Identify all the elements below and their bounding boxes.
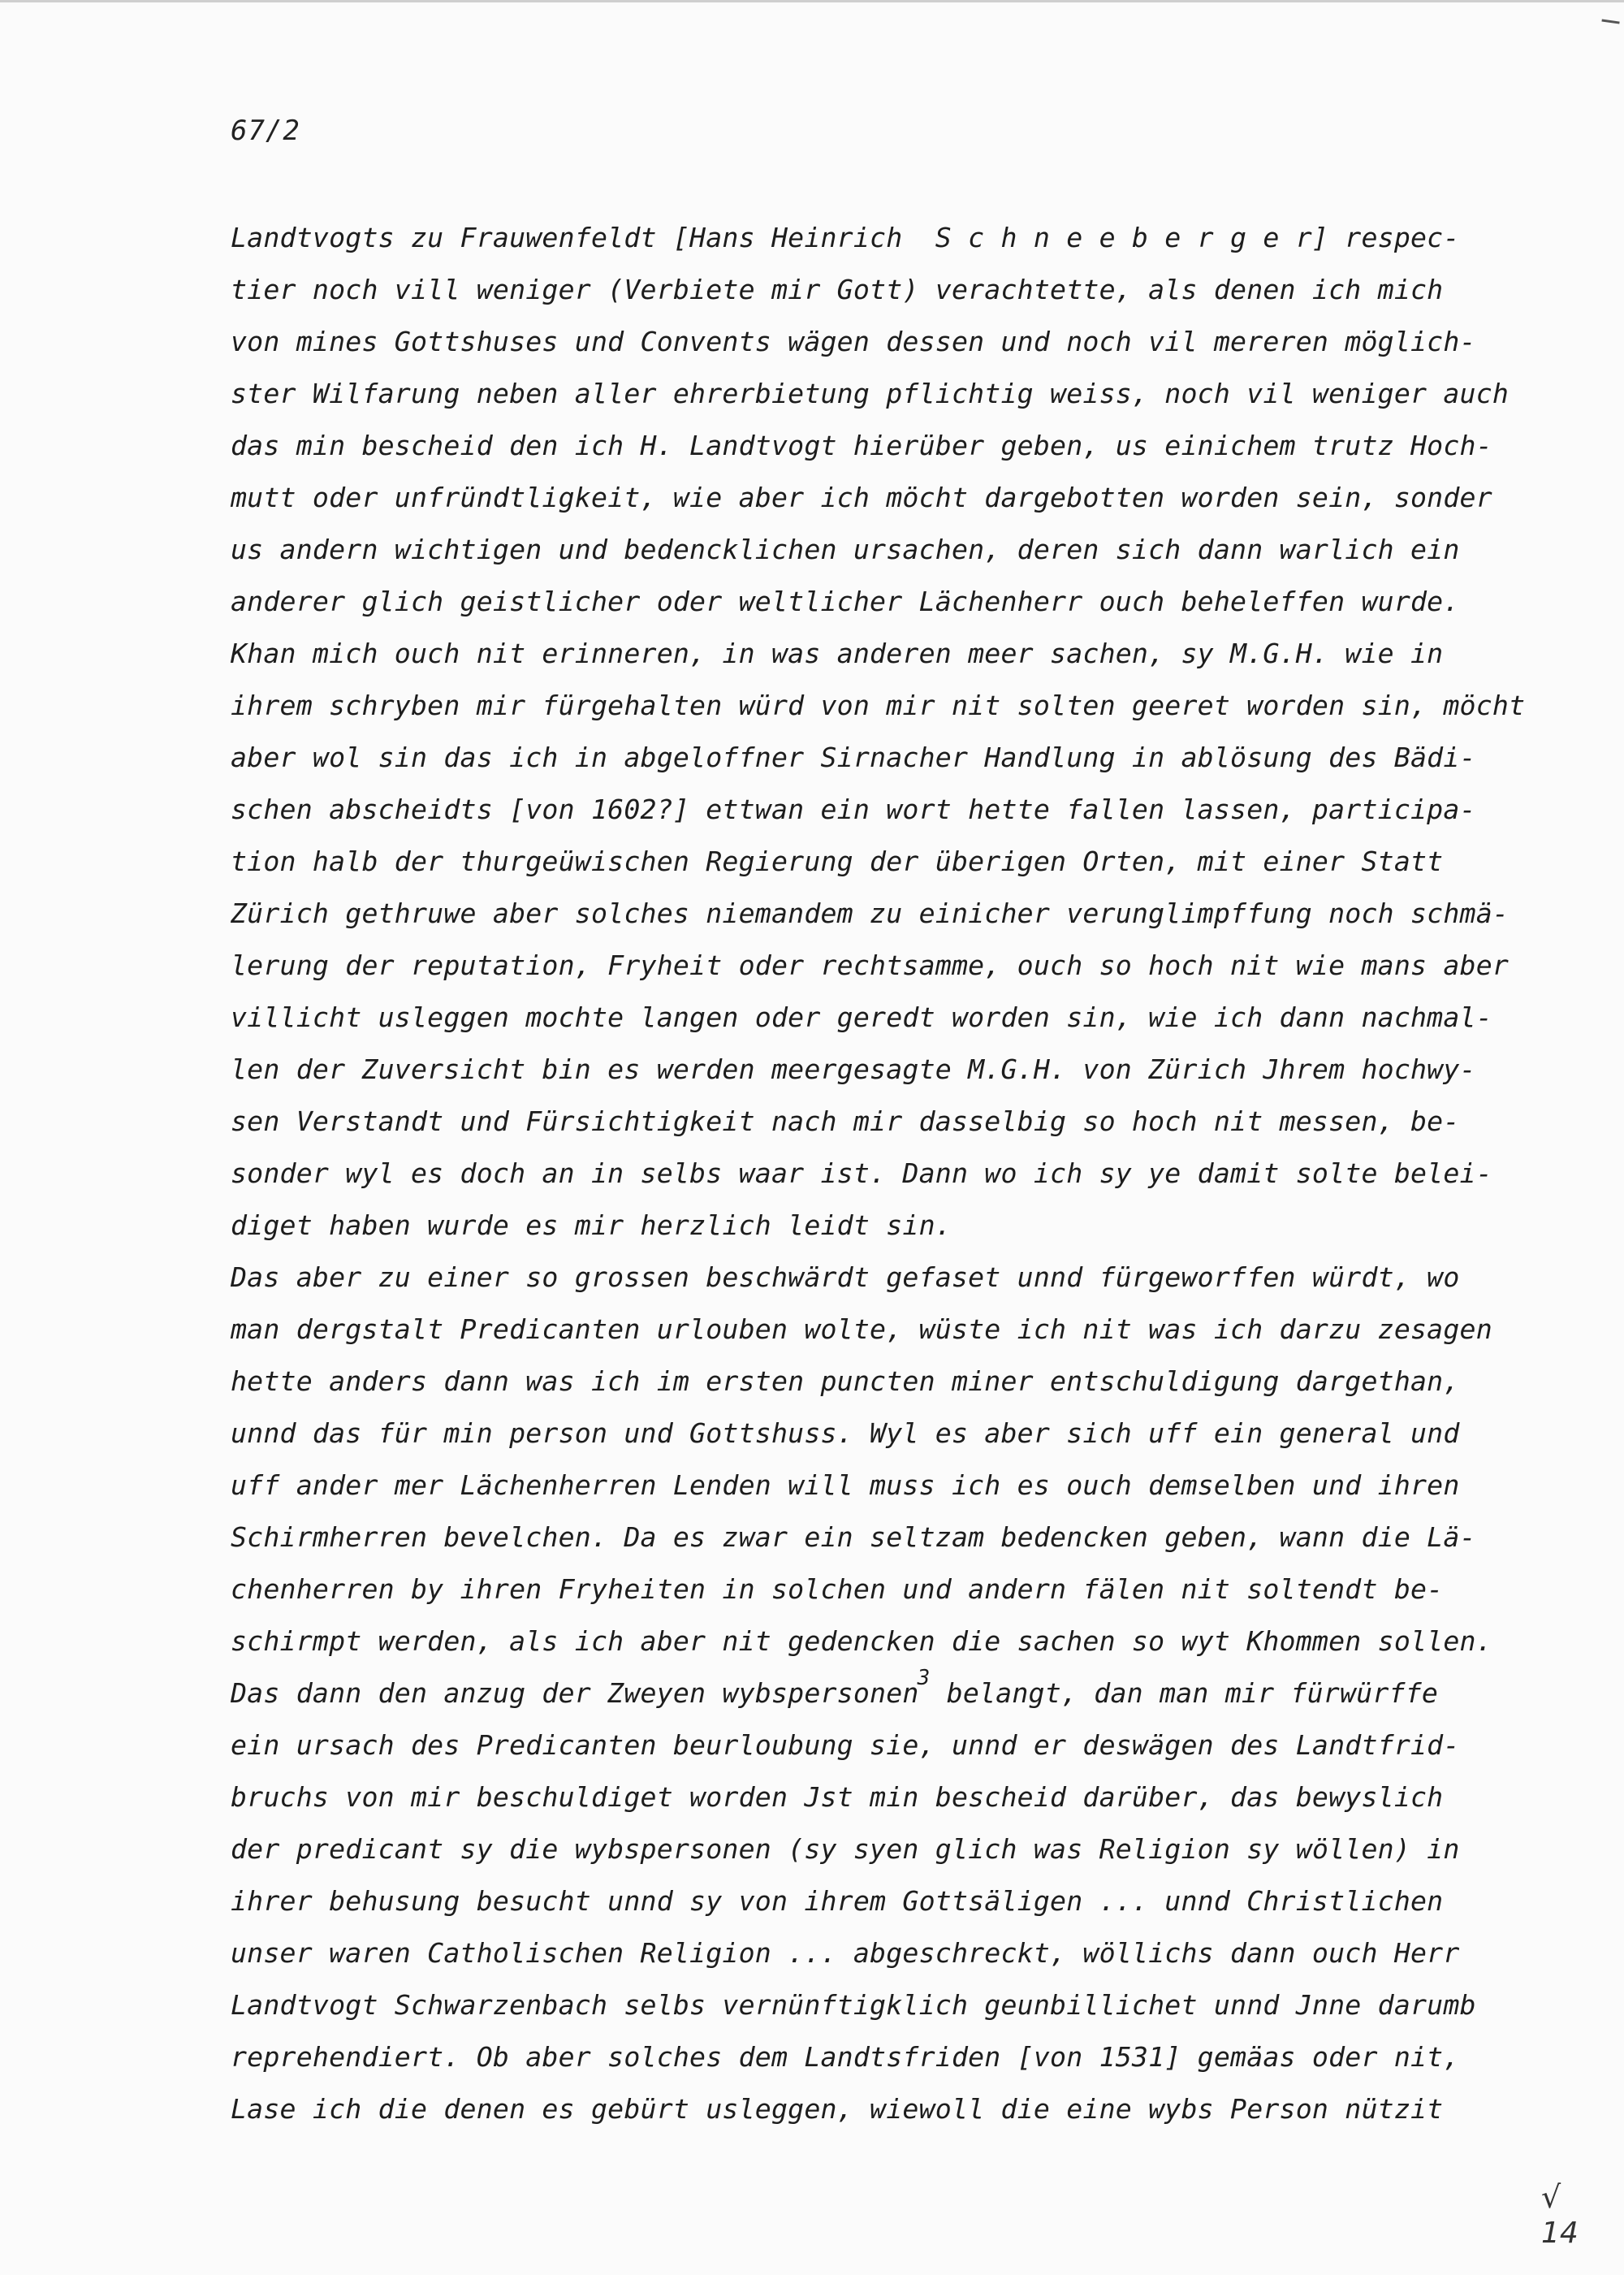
page-reference: 67/2 [231, 115, 300, 147]
check-mark: √ [1541, 2179, 1561, 2215]
footnote-mark: 3 [917, 1666, 931, 1690]
text-line: man dergstalt Predicanten urlouben wolte, wüste ich nit was ich darzu zesagen [231, 1313, 1492, 1345]
text-line: Landtvogts zu Frauwenfeldt [Hans Heinrich S c h n e e b e r g e r] respec- [231, 222, 1460, 253]
text-line: bruchs von mir beschuldiget worden Jst min bescheid darüber, das bewyslich [231, 1781, 1444, 1813]
text-line: schirmpt werden, als ich aber nit gedencken die sachen so wyt Khommen sollen. [231, 1625, 1492, 1657]
text-line: villicht usleggen mochte langen oder geredt worden sin, wie ich dann nachmal- [231, 1001, 1492, 1033]
text-line: Khan mich ouch nit erinneren, in was anderen meer sachen, sy M.G.H. wie in [231, 638, 1444, 669]
text-line: unser waren Catholischen Religion ... abgeschreckt, wöllichs dann ouch Herr [231, 1937, 1460, 1969]
text-line: sen Verstandt und Fürsichtigkeit nach mir dasselbig so hoch nit messen, be- [231, 1105, 1460, 1137]
text-line: chenherren by ihren Fryheiten in solchen und andern fälen nit soltendt be- [231, 1573, 1444, 1605]
text-line: tion halb der thurgeüwischen Regierung der überigen Orten, mit einer Statt [231, 846, 1444, 877]
text-line: ein ursach des Predicanten beurloubung sie, unnd er deswägen des Landtfrid- [231, 1729, 1460, 1761]
text-line: aber wol sin das ich in abgeloffner Sirnacher Handlung in ablösung des Bädi- [231, 742, 1476, 773]
text-line: ihrem schryben mir fürgehalten würd von mir nit solten geeret worden sin, möcht [231, 690, 1526, 721]
text-line: von mines Gottshuses und Convents wägen dessen und noch vil mereren möglich- [231, 326, 1476, 357]
text-line: schen abscheidts [von 1602?] ettwan ein wort hette fallen lassen, participa- [231, 794, 1476, 825]
text-line: reprehendiert. Ob aber solches dem Landtsfriden [von 1531] gemäas oder nit, [231, 2041, 1460, 2073]
text-line: Landtvogt Schwarzenbach selbs vernünftigklich geunbillichet unnd Jnne darumb [231, 1989, 1476, 2021]
text-line: ihrer behusung besucht unnd sy von ihrem Gottsäligen ... unnd Christlichen [231, 1885, 1444, 1917]
text-line: mutt oder unfründtligkeit, wie aber ich möcht dargebotten worden sein, sonder [231, 482, 1492, 513]
text-line: hette anders dann was ich im ersten puncten miner entschuldigung dargethan, [231, 1365, 1460, 1397]
text-line: uff ander mer Lächenherren Lenden will muss ich es ouch demselben und ihren [231, 1469, 1460, 1501]
transcription-body [231, 212, 1562, 2135]
folio-number: 14 [1541, 2217, 1579, 2250]
text-line: unnd das für min person und Gottshuss. Wyl es aber sich uff ein general und [231, 1417, 1460, 1449]
text-line-with-footnote [231, 1667, 1562, 1719]
text-line: len der Zuversicht bin es werden meergesagte M.G.H. von Zürich Jhrem hochwy- [231, 1053, 1476, 1085]
scan-edge-mark [1600, 19, 1619, 31]
footnote-line-before: Das dann den anzug der Zweyen wybspersonen [231, 1677, 919, 1709]
text-line: tier noch vill weniger (Verbiete mir Gott) verachtette, als denen ich mich [231, 274, 1444, 305]
text-line: sonder wyl es doch an in selbs waar ist. Dann wo ich sy ye damit solte belei- [231, 1157, 1492, 1189]
text-line: Lase ich die denen es gebürt usleggen, wiewoll die eine wybs Person nützit [231, 2093, 1444, 2125]
text-line: das min bescheid den ich H. Landtvogt hierüber geben, us einichem trutz Hoch- [231, 430, 1492, 461]
text-line: us andern wichtigen und bedencklichen ursachen, deren sich dann warlich ein [231, 534, 1460, 565]
text-line: lerung der reputation, Fryheit oder rechtsamme, ouch so hoch nit wie mans aber [231, 949, 1510, 981]
text-line: der predicant sy die wybspersonen (sy syen glich was Religion sy wöllen) in [231, 1833, 1460, 1865]
text-line: Das aber zu einer so grossen beschwärdt gefaset unnd fürgeworffen würdt, wo [231, 1261, 1460, 1293]
text-line: Schirmherren bevelchen. Da es zwar ein seltzam bedencken geben, wann die Lä- [231, 1521, 1476, 1553]
text-line: diget haben wurde es mir herzlich leidt sin. [231, 1209, 952, 1241]
text-line: ster Wilfarung neben aller ehrerbietung pflichtig weiss, noch vil weniger auch [231, 378, 1510, 409]
footnote-line-after: belangt, dan man mir fürwürffe [930, 1677, 1439, 1709]
text-line: anderer glich geistlicher oder weltlicher Lächenherr ouch beheleffen wurde. [231, 586, 1460, 617]
text-line: Zürich gethruwe aber solches niemandem zu einicher verunglimpffung noch schmä- [231, 897, 1510, 929]
